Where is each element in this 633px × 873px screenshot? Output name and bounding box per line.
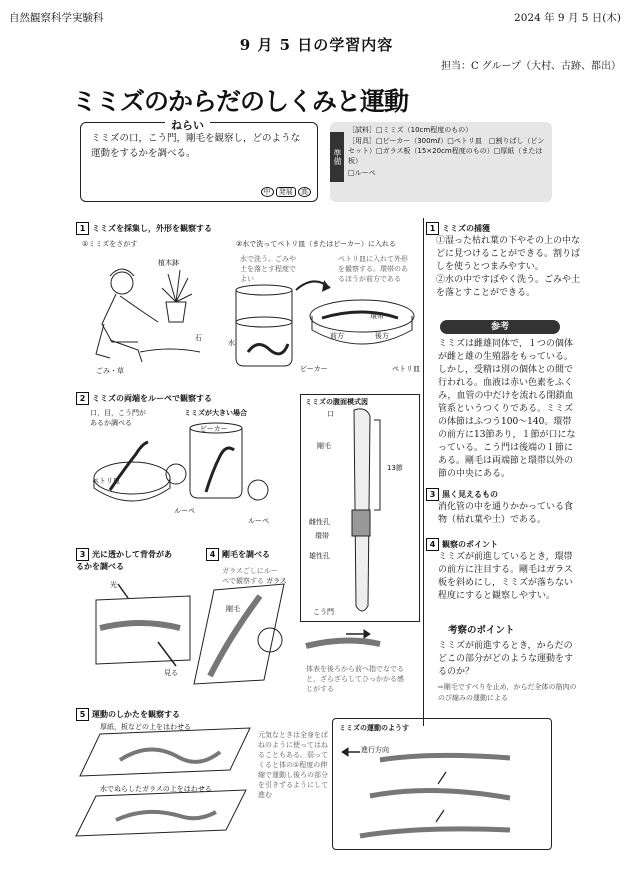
- label-glass-loupe: ガラスごしにルーペで観察する: [222, 567, 278, 585]
- diagram-label-anus: こう門: [313, 608, 334, 616]
- page-title: 9 月 5 日の学習内容: [239, 36, 394, 54]
- motion-worm-3: [360, 829, 510, 836]
- label-petri: ペトリ皿: [392, 365, 420, 373]
- note-capture: [426, 222, 586, 300]
- step-2-number: 2: [76, 392, 89, 405]
- label-stroke-note: 体表を後ろから前へ指でなでると，ざらざらしてひっかかる感じがする: [306, 665, 404, 693]
- step-1-number: 1: [76, 222, 89, 235]
- aim-text: ミミズの口，こう門，剛毛を観察し，どのような運動をするかを調べる。: [91, 133, 301, 159]
- diagram-label-setae: 剛毛: [317, 442, 331, 450]
- step-5-title: 運動のしかたを観察する: [92, 710, 180, 719]
- label-beaker-2: ビーカー: [200, 425, 228, 433]
- note-3-title: 黒く見えるもの: [442, 490, 498, 499]
- course-name: 自然観察科学実験科: [9, 12, 104, 24]
- prep-label: 準備: [330, 132, 344, 182]
- aim-label: ねらい: [165, 117, 210, 133]
- label-front: 前方: [330, 332, 344, 340]
- note-1-line-2: ②水の中ですばやく洗う。ごみや土を落とすことができる。: [436, 275, 581, 298]
- label-cardboard: 厚紙，板などの上をはわせる: [100, 723, 191, 731]
- step-1-sub2: ②水で洗ってペトリ皿（またはビーカー）に入れる: [236, 240, 396, 248]
- note-3-text: 消化管の中を通りかかっている食物（枯れ葉や土）である。: [438, 502, 574, 525]
- label-wash: 水で洗う。ごみや土を落とす程度でよい: [240, 255, 296, 283]
- step-5-number: 5: [76, 708, 89, 721]
- step-2-title: ミミズの両端をルーペで観察する: [92, 394, 212, 403]
- label-movement-note: 元気なときは全身をばねのように使ってはねることもある。弱ってくると体の①程度の伸縮で運動し後ろの部分を引きずるようにして進む: [258, 731, 328, 799]
- note-1-title: ミミズの捕獲: [442, 224, 490, 233]
- label-mouth-eye: 口，目，こう門があるか調べる: [90, 409, 146, 427]
- step-4-number: 4: [206, 548, 219, 561]
- diagram-label-female: 雌性孔: [309, 518, 330, 526]
- note-3-number: 3: [426, 488, 439, 501]
- label-stone: 石: [195, 334, 202, 342]
- motion-worm-1: [380, 755, 510, 760]
- date-label: 2024 年 9 月 5 日(木): [514, 12, 621, 24]
- label-back: 後方: [375, 332, 389, 340]
- label-look: 見る: [164, 669, 178, 677]
- label-setae: 剛毛: [226, 605, 240, 613]
- label-petri-note: ペトリ皿に入れて外形を観察する。環帯のあるほうが前方である: [338, 255, 408, 283]
- label-clitellum: 環帯: [370, 312, 384, 320]
- credit-label: 担当：C グループ（大村、古跡、都出）: [440, 61, 621, 72]
- prep-line-1: ［試料］□ミミズ（10cm程度のもの）: [348, 126, 473, 134]
- reference-text: ミミズは雌雄同体で，１つの個体が雌と雄の生殖器をもっている。しかし，受精は別の個体との間で行われる。血液は赤い色素をふくみ，血管の中だけを流れる閉鎖血管系というつくりである。ミミズの体節はふつう100〜140。環帯の前方に13節あり，１節が口になっている。こう門は後端の１節にある。剛毛は両端節と環帯以外の節の中央にある。: [438, 339, 576, 479]
- label-large-case: ミミズが大きい場合: [184, 409, 247, 417]
- badge-high: 高: [298, 187, 311, 197]
- reference-title: 参考: [490, 322, 509, 332]
- label-petri-2: ペトリ皿: [92, 477, 120, 485]
- consideration-title: 考察のポイント: [448, 625, 515, 636]
- reference-header: [440, 320, 560, 334]
- step-4-title: 剛毛を調べる: [222, 550, 270, 559]
- motion-direction-label: 進行方向: [361, 746, 389, 754]
- label-loupe-2: ルーペ: [248, 517, 269, 525]
- step-3-title: 光に透かして背骨があるかを調べる: [76, 550, 172, 571]
- label-beaker: ビーカー: [300, 365, 328, 373]
- note-observation: [426, 538, 586, 603]
- label-light: 光: [110, 581, 117, 589]
- prep-line-3: □ルーペ: [348, 169, 376, 177]
- label-water: 水: [228, 339, 235, 347]
- step-3-number: 3: [76, 548, 89, 561]
- note-4-text: ミミズが前進しているとき，環帯の前方に注目する。剛毛はガラス板を斜めにし，ミミズが落ちない程度にすると観察しやすい。: [438, 552, 574, 601]
- consideration-text: ミミズが前進するとき，からだのどこの部分がどのような運動をするのか？: [438, 641, 574, 677]
- note-black: [426, 488, 586, 527]
- motion-worm-2: [370, 790, 510, 798]
- badge-advanced: 発展: [276, 187, 296, 197]
- prep-line-2: ［用具］□ビーカー（300mℓ）□ペトリ皿 □割りばし（ピンセット）□ガラス板（15×20cm程度のもの）□厚紙（または板）: [348, 137, 545, 165]
- consideration-answer: ⇨剛毛ですべりを止め，からだ全体の筋肉ののび縮みの運動による: [438, 683, 577, 702]
- diagram-label-male: 雄性孔: [309, 552, 330, 560]
- step-1-title: ミミズを採集し，外形を観察する: [92, 224, 212, 233]
- label-glass: ガラス: [266, 577, 287, 585]
- badge-mid: 中: [261, 187, 274, 197]
- note-1-number: 1: [426, 222, 439, 235]
- label-loupe-1: ルーペ: [174, 507, 195, 515]
- label-pot: 植木鉢: [158, 259, 179, 267]
- label-debris: ごみ・草: [96, 367, 124, 375]
- diagram-label-mouth: 口: [327, 410, 334, 418]
- motion-title: ミミズの運動のようす: [339, 724, 409, 732]
- label-wet-glass: 水でぬらしたガラスの上をはわせる: [100, 785, 212, 793]
- worksheet-title: ミミズのからだのしくみと運動: [72, 87, 409, 116]
- diagram-title: ミミズの腹面模式図: [305, 398, 368, 406]
- diagram-label-13: 13節: [387, 464, 403, 472]
- step-1-sub1: ①ミミズをさがす: [82, 240, 138, 248]
- note-4-title: 観察のポイント: [442, 540, 498, 549]
- note-1-line-1: ①湿った枯れ葉の下やその上の中などに見つけることができる。割りばしを使うとつまみやすい。: [436, 236, 581, 272]
- diagram-label-clitellum: 環帯: [315, 532, 329, 540]
- note-4-number: 4: [426, 538, 439, 551]
